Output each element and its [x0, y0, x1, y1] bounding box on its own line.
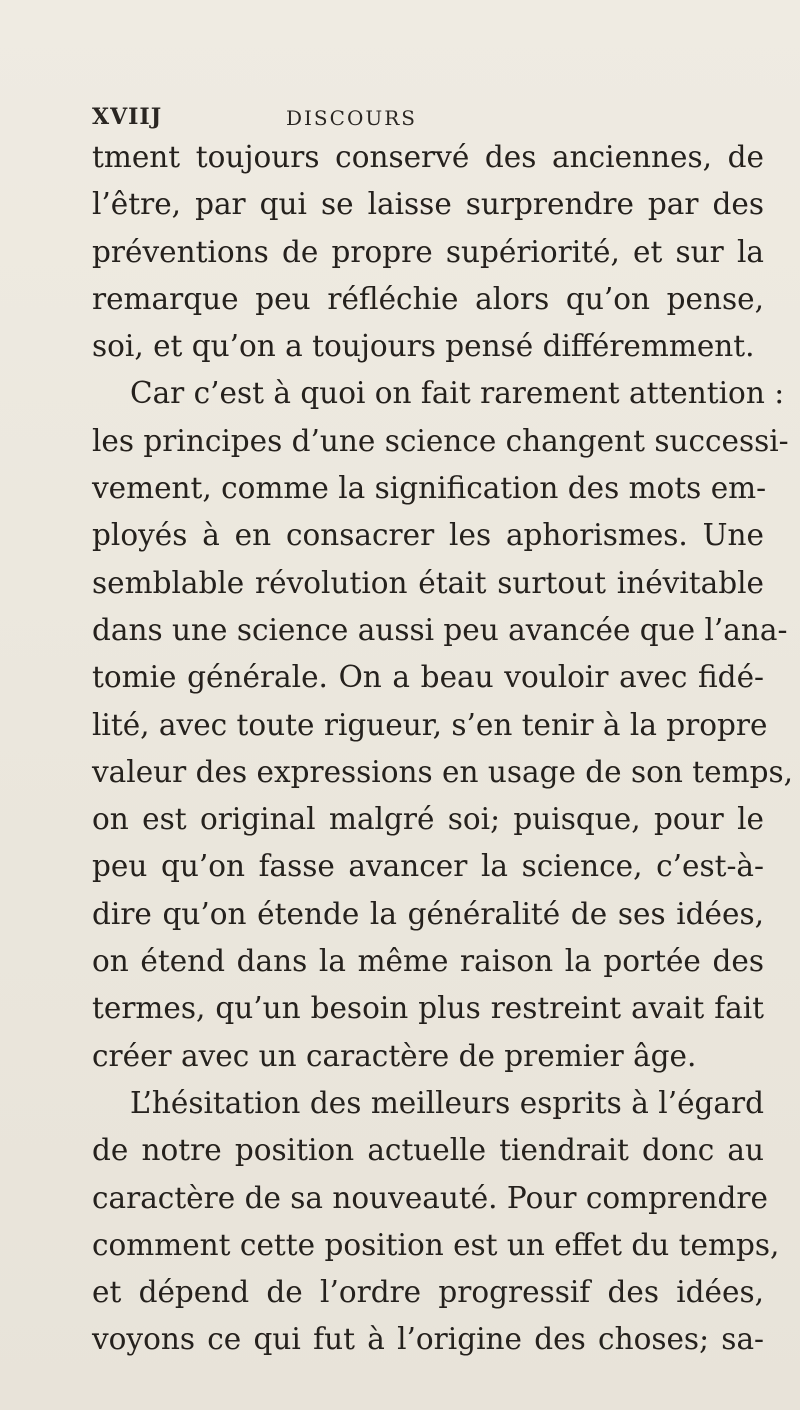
text-line: lité, avec toute rigueur, s’en tenir à la propre	[92, 707, 768, 742]
text-line: créer avec un caractère de premier âge.	[92, 1038, 697, 1073]
text-line: voyons ce qui fut à l’origine des choses; sa-	[92, 1322, 764, 1357]
text-line: soi, et qu’on a toujours pensé différemment.	[92, 329, 755, 364]
text-line: caractère de sa nouveauté. Pour comprendre	[92, 1180, 768, 1215]
text-line: tomie générale. On a beau vouloir avec fidé-	[92, 660, 764, 695]
text-line: valeur des expressions en usage de son temps,	[92, 754, 793, 789]
text-line: on est original malgré soi; puisque, pour le	[92, 802, 764, 837]
text-line: et dépend de l’ordre progressif des idées,	[92, 1275, 764, 1310]
text-line: vement, comme la signification des mots em-	[92, 471, 767, 506]
running-head: DISCOURS	[286, 106, 417, 130]
text-line: remarque peu réfléchie alors qu’on pense,	[92, 281, 764, 316]
text-line: comment cette position est un effet du temps,	[92, 1227, 780, 1262]
text-line: tment toujours conservé des anciennes, de	[92, 140, 764, 174]
text-line: L’hésitation des meilleurs esprits à l’égard	[130, 1085, 764, 1120]
text-line: de notre position actuelle tiendrait donc au	[92, 1133, 764, 1168]
text-line: ployés à en consacrer les aphorismes. Une	[92, 518, 764, 553]
text-line: l’être, par qui se laisse surprendre par des	[92, 187, 764, 222]
text-line: on étend dans la même raison la portée des	[92, 944, 764, 979]
text-line: termes, qu’un besoin plus restreint avait fait	[92, 991, 764, 1026]
text-line: peu qu’on fasse avancer la science, c’est-à-	[92, 849, 764, 884]
page-header	[92, 104, 712, 134]
text-line: dans une science aussi peu avancée que l’ana-	[92, 612, 788, 647]
body-text	[92, 134, 793, 1364]
text-line: préventions de propre supériorité, et sur la	[92, 234, 764, 269]
text-line: les principes d’une science changent successi-	[92, 423, 789, 458]
text-line: dire qu’on étende la généralité de ses idées,	[92, 896, 764, 931]
text-line: Car c’est à quoi on fait rarement attention :	[130, 376, 785, 411]
page-number: XVIIJ	[92, 104, 163, 130]
text-line: semblable révolution était surtout inévitable	[92, 565, 764, 600]
